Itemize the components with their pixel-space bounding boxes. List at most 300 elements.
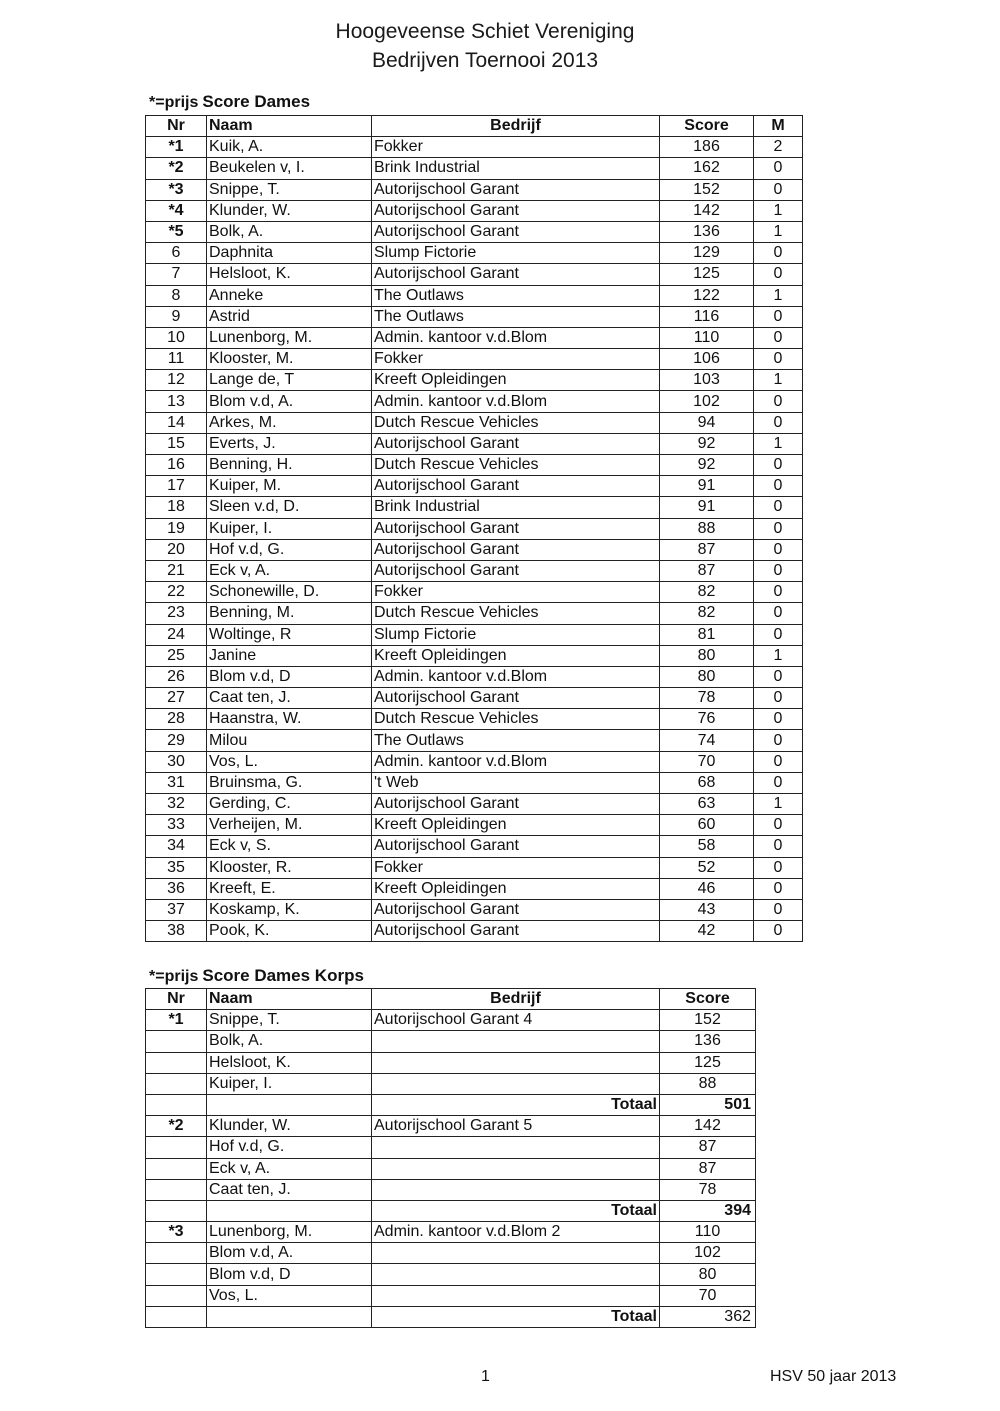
rank-cell: 22: [146, 582, 207, 603]
score-cell: 102: [660, 1243, 756, 1264]
total-row: [146, 1306, 756, 1327]
table-row: [146, 433, 803, 454]
score-cell: 162: [660, 158, 754, 179]
total-label: Totaal: [372, 1200, 660, 1221]
total-value: 501: [660, 1094, 756, 1115]
score-cell: 52: [660, 857, 754, 878]
rank-cell: [146, 1179, 207, 1200]
name-cell: [207, 1306, 372, 1327]
name-cell: Hof v.d, G.: [207, 1137, 372, 1158]
rank-cell: 37: [146, 899, 207, 920]
rank-cell: 30: [146, 751, 207, 772]
score-cell: 82: [660, 582, 754, 603]
company-cell: [372, 1158, 660, 1179]
table-row: [146, 1137, 756, 1158]
rank-cell: 27: [146, 688, 207, 709]
table-row: [146, 1285, 756, 1306]
name-cell: Blom v.d, A.: [207, 1243, 372, 1264]
rank-cell: 26: [146, 666, 207, 687]
company-cell: Dutch Rescue Vehicles: [372, 412, 660, 433]
m-cell: 0: [754, 666, 803, 687]
m-cell: 1: [754, 370, 803, 391]
name-cell: Lange de, T: [207, 370, 372, 391]
score-cell: 70: [660, 1285, 756, 1306]
rank-cell: 31: [146, 772, 207, 793]
company-cell: Dutch Rescue Vehicles: [372, 455, 660, 476]
m-cell: 0: [754, 772, 803, 793]
company-cell: Autorijschool Garant: [372, 264, 660, 285]
rank-cell: 10: [146, 327, 207, 348]
rank-cell: 17: [146, 476, 207, 497]
section-title: Score Dames Korps: [202, 966, 364, 985]
company-cell: The Outlaws: [372, 306, 660, 327]
name-cell: Astrid: [207, 306, 372, 327]
score-cell: 80: [660, 666, 754, 687]
table-row: [146, 709, 803, 730]
m-cell: 0: [754, 158, 803, 179]
table-row: [146, 518, 803, 539]
name-cell: Pook, K.: [207, 921, 372, 942]
m-cell: 0: [754, 518, 803, 539]
prize-legend: *=prijs: [149, 94, 199, 111]
company-cell: [372, 1243, 660, 1264]
table-row: [146, 455, 803, 476]
company-cell: [372, 1264, 660, 1285]
m-cell: 0: [754, 878, 803, 899]
score-cell: 110: [660, 1222, 756, 1243]
table-row: [146, 857, 803, 878]
table-row: [146, 412, 803, 433]
name-cell: [207, 1200, 372, 1221]
table-row: [146, 370, 803, 391]
company-cell: The Outlaws: [372, 730, 660, 751]
name-cell: Bruinsma, G.: [207, 772, 372, 793]
score-cell: 88: [660, 518, 754, 539]
score-cell: 136: [660, 1031, 756, 1052]
name-cell: Lunenborg, M.: [207, 327, 372, 348]
m-cell: 0: [754, 730, 803, 751]
table-row: [146, 560, 803, 581]
name-cell: Benning, M.: [207, 603, 372, 624]
rank-cell: 28: [146, 709, 207, 730]
rank-cell: 21: [146, 560, 207, 581]
table-row: [146, 899, 803, 920]
company-cell: Slump Fictorie: [372, 624, 660, 645]
name-cell: Benning, H.: [207, 455, 372, 476]
name-cell: Kuiper, I.: [207, 1073, 372, 1094]
table-row: [146, 179, 803, 200]
column-header: Bedrijf: [372, 989, 660, 1010]
score-cell: 63: [660, 794, 754, 815]
m-cell: 0: [754, 751, 803, 772]
rank-cell: 32: [146, 794, 207, 815]
company-cell: Admin. kantoor v.d.Blom: [372, 751, 660, 772]
m-cell: 0: [754, 836, 803, 857]
name-cell: Klunder, W.: [207, 200, 372, 221]
rank-cell: [146, 1031, 207, 1052]
company-cell: Autorijschool Garant: [372, 221, 660, 242]
rank-cell: [146, 1073, 207, 1094]
rank-cell: *5: [146, 221, 207, 242]
table-row: [146, 391, 803, 412]
name-cell: Klunder, W.: [207, 1116, 372, 1137]
table-row: [146, 772, 803, 793]
name-cell: Kuiper, I.: [207, 518, 372, 539]
table-row: [146, 836, 803, 857]
rank-cell: [146, 1137, 207, 1158]
table-row: [146, 645, 803, 666]
score-cell: 42: [660, 921, 754, 942]
score-cell: 125: [660, 264, 754, 285]
company-cell: [372, 1137, 660, 1158]
column-header: Naam: [207, 989, 372, 1010]
name-cell: Anneke: [207, 285, 372, 306]
column-header: Nr: [146, 989, 207, 1010]
company-cell: Autorijschool Garant: [372, 200, 660, 221]
total-value: 362: [660, 1306, 756, 1327]
company-cell: [372, 1285, 660, 1306]
company-cell: The Outlaws: [372, 285, 660, 306]
company-cell: Kreeft Opleidingen: [372, 645, 660, 666]
name-cell: Woltinge, R: [207, 624, 372, 645]
rank-cell: 20: [146, 539, 207, 560]
rank-cell: 19: [146, 518, 207, 539]
m-cell: 2: [754, 137, 803, 158]
name-cell: Vos, L.: [207, 751, 372, 772]
rank-cell: *2: [146, 1116, 207, 1137]
name-cell: Eck v, S.: [207, 836, 372, 857]
rank-cell: *3: [146, 179, 207, 200]
name-cell: Koskamp, K.: [207, 899, 372, 920]
m-cell: 0: [754, 857, 803, 878]
rank-cell: 16: [146, 455, 207, 476]
score-cell: 142: [660, 200, 754, 221]
score-cell: 70: [660, 751, 754, 772]
table-row: [146, 815, 803, 836]
name-cell: Schonewille, D.: [207, 582, 372, 603]
rank-cell: 11: [146, 349, 207, 370]
rank-cell: *4: [146, 200, 207, 221]
score-cell: 78: [660, 1179, 756, 1200]
m-cell: 0: [754, 539, 803, 560]
m-cell: 0: [754, 412, 803, 433]
name-cell: Caat ten, J.: [207, 688, 372, 709]
table-row: [146, 264, 803, 285]
name-cell: Arkes, M.: [207, 412, 372, 433]
rank-cell: *1: [146, 137, 207, 158]
score-cell: 88: [660, 1073, 756, 1094]
m-cell: 0: [754, 455, 803, 476]
rank-cell: [146, 1264, 207, 1285]
company-cell: Autorijschool Garant 5: [372, 1116, 660, 1137]
score-cell: 87: [660, 1137, 756, 1158]
name-cell: Helsloot, K.: [207, 1052, 372, 1073]
name-cell: Janine: [207, 645, 372, 666]
table-row: [146, 624, 803, 645]
table-row: [146, 1116, 756, 1137]
m-cell: 0: [754, 349, 803, 370]
company-cell: Admin. kantoor v.d.Blom: [372, 327, 660, 348]
score-cell: 122: [660, 285, 754, 306]
company-cell: Fokker: [372, 857, 660, 878]
name-cell: Milou: [207, 730, 372, 751]
table-row: [146, 497, 803, 518]
score-cell: 87: [660, 1158, 756, 1179]
score-cell: 116: [660, 306, 754, 327]
m-cell: 0: [754, 603, 803, 624]
company-cell: [372, 1179, 660, 1200]
rank-cell: 36: [146, 878, 207, 899]
document-subtitle: Bedrijven Toernooi 2013: [371, 49, 599, 72]
rank-cell: 23: [146, 603, 207, 624]
name-cell: Blom v.d, D: [207, 666, 372, 687]
total-row: [146, 1094, 756, 1115]
name-cell: Daphnita: [207, 243, 372, 264]
column-header: Naam: [207, 116, 372, 137]
m-cell: 1: [754, 794, 803, 815]
m-cell: 0: [754, 476, 803, 497]
rank-cell: 18: [146, 497, 207, 518]
table-row: [146, 730, 803, 751]
score-cell: 46: [660, 878, 754, 899]
m-cell: 0: [754, 306, 803, 327]
score-cell: 82: [660, 603, 754, 624]
company-cell: Brink Industrial: [372, 158, 660, 179]
name-cell: Snippe, T.: [207, 179, 372, 200]
m-cell: 0: [754, 391, 803, 412]
name-cell: [207, 1094, 372, 1115]
company-cell: Autorijschool Garant: [372, 179, 660, 200]
table-row: [146, 285, 803, 306]
table-row: [146, 1052, 756, 1073]
company-cell: [372, 1031, 660, 1052]
company-cell: Autorijschool Garant: [372, 836, 660, 857]
company-cell: Autorijschool Garant: [372, 688, 660, 709]
rank-cell: 29: [146, 730, 207, 751]
total-value: 394: [660, 1200, 756, 1221]
m-cell: 0: [754, 815, 803, 836]
score-cell: 186: [660, 137, 754, 158]
company-cell: Autorijschool Garant: [372, 433, 660, 454]
rank-cell: *1: [146, 1010, 207, 1031]
table-row: [146, 137, 803, 158]
company-cell: Slump Fictorie: [372, 243, 660, 264]
table-row: [146, 878, 803, 899]
rank-cell: 35: [146, 857, 207, 878]
name-cell: Kuiper, M.: [207, 476, 372, 497]
company-cell: Admin. kantoor v.d.Blom: [372, 391, 660, 412]
table-row: [146, 539, 803, 560]
company-cell: Autorijschool Garant: [372, 476, 660, 497]
name-cell: Eck v, A.: [207, 560, 372, 581]
score-cell: 68: [660, 772, 754, 793]
name-cell: Gerding, C.: [207, 794, 372, 815]
score-cell: 87: [660, 539, 754, 560]
name-cell: Sleen v.d, D.: [207, 497, 372, 518]
company-cell: Autorijschool Garant: [372, 518, 660, 539]
score-cell: 78: [660, 688, 754, 709]
score-cell: 92: [660, 455, 754, 476]
m-cell: 0: [754, 327, 803, 348]
company-cell: Admin. kantoor v.d.Blom 2: [372, 1222, 660, 1243]
column-header: Score: [660, 989, 756, 1010]
score-cell: 152: [660, 1010, 756, 1031]
rank-cell: [146, 1306, 207, 1327]
m-cell: 0: [754, 582, 803, 603]
rank-cell: 12: [146, 370, 207, 391]
table-row: [146, 200, 803, 221]
company-cell: Kreeft Opleidingen: [372, 815, 660, 836]
table-row: [146, 666, 803, 687]
table-row: [146, 751, 803, 772]
score-cell: 58: [660, 836, 754, 857]
table-row: [146, 306, 803, 327]
score-cell: 129: [660, 243, 754, 264]
m-cell: 1: [754, 645, 803, 666]
m-cell: 0: [754, 264, 803, 285]
score-cell: 103: [660, 370, 754, 391]
total-label: Totaal: [372, 1306, 660, 1327]
rank-cell: 7: [146, 264, 207, 285]
table-row: [146, 582, 803, 603]
table-row: [146, 476, 803, 497]
name-cell: Blom v.d, D: [207, 1264, 372, 1285]
score-cell: 80: [660, 1264, 756, 1285]
table-row: [146, 243, 803, 264]
name-cell: Snippe, T.: [207, 1010, 372, 1031]
rank-cell: [146, 1052, 207, 1073]
score-cell: 102: [660, 391, 754, 412]
rank-cell: 6: [146, 243, 207, 264]
rank-cell: [146, 1094, 207, 1115]
table-header-row: [146, 116, 803, 137]
rank-cell: 8: [146, 285, 207, 306]
name-cell: Haanstra, W.: [207, 709, 372, 730]
table-row: [146, 1222, 756, 1243]
m-cell: 0: [754, 560, 803, 581]
rank-cell: 9: [146, 306, 207, 327]
company-cell: [372, 1052, 660, 1073]
score-cell: 94: [660, 412, 754, 433]
table-row: [146, 349, 803, 370]
score-cell: 92: [660, 433, 754, 454]
score-cell: 76: [660, 709, 754, 730]
rank-cell: 14: [146, 412, 207, 433]
score-cell: 106: [660, 349, 754, 370]
company-cell: Autorijschool Garant: [372, 539, 660, 560]
footer-note: HSV 50 jaar 2013: [770, 1368, 897, 1385]
company-cell: [372, 1073, 660, 1094]
company-cell: Admin. kantoor v.d.Blom: [372, 666, 660, 687]
rank-cell: [146, 1200, 207, 1221]
rank-cell: 33: [146, 815, 207, 836]
m-cell: 1: [754, 200, 803, 221]
name-cell: Caat ten, J.: [207, 1179, 372, 1200]
company-cell: Dutch Rescue Vehicles: [372, 709, 660, 730]
rank-cell: 13: [146, 391, 207, 412]
m-cell: 0: [754, 624, 803, 645]
score-cell: 136: [660, 221, 754, 242]
name-cell: Everts, J.: [207, 433, 372, 454]
m-cell: 0: [754, 921, 803, 942]
section-heading-score-dames: [149, 92, 310, 112]
rank-cell: *2: [146, 158, 207, 179]
table-row: [146, 327, 803, 348]
score-cell: 60: [660, 815, 754, 836]
section-title: Score Dames: [202, 92, 311, 111]
name-cell: Bolk, A.: [207, 1031, 372, 1052]
m-cell: 0: [754, 243, 803, 264]
company-cell: 't Web: [372, 772, 660, 793]
name-cell: Vos, L.: [207, 1285, 372, 1306]
name-cell: Helsloot, K.: [207, 264, 372, 285]
table-row: [146, 603, 803, 624]
company-cell: Dutch Rescue Vehicles: [372, 603, 660, 624]
name-cell: Bolk, A.: [207, 221, 372, 242]
score-cell: 110: [660, 327, 754, 348]
score-dames-table: [145, 115, 803, 942]
section-heading-score-dames-korps: [149, 966, 364, 986]
name-cell: Blom v.d, A.: [207, 391, 372, 412]
page-number: 1: [481, 1368, 490, 1385]
name-cell: Klooster, M.: [207, 349, 372, 370]
table-row: [146, 688, 803, 709]
document-title: Hoogeveense Schiet Vereniging: [335, 20, 635, 43]
m-cell: 1: [754, 221, 803, 242]
rank-cell: [146, 1285, 207, 1306]
score-cell: 142: [660, 1116, 756, 1137]
table-row: [146, 794, 803, 815]
company-cell: Fokker: [372, 582, 660, 603]
column-header: Score: [660, 116, 754, 137]
company-cell: Kreeft Opleidingen: [372, 878, 660, 899]
company-cell: Fokker: [372, 349, 660, 370]
total-label: Totaal: [372, 1094, 660, 1115]
score-cell: 74: [660, 730, 754, 751]
rank-cell: 34: [146, 836, 207, 857]
table-row: [146, 1179, 756, 1200]
score-cell: 43: [660, 899, 754, 920]
rank-cell: 15: [146, 433, 207, 454]
name-cell: Lunenborg, M.: [207, 1222, 372, 1243]
name-cell: Kuik, A.: [207, 137, 372, 158]
rank-cell: 24: [146, 624, 207, 645]
rank-cell: *3: [146, 1222, 207, 1243]
company-cell: Brink Industrial: [372, 497, 660, 518]
table-row: [146, 1243, 756, 1264]
company-cell: Fokker: [372, 137, 660, 158]
name-cell: Eck v, A.: [207, 1158, 372, 1179]
table-row: [146, 1010, 756, 1031]
total-row: [146, 1200, 756, 1221]
score-cell: 87: [660, 560, 754, 581]
company-cell: Autorijschool Garant: [372, 560, 660, 581]
m-cell: 1: [754, 433, 803, 454]
score-cell: 80: [660, 645, 754, 666]
company-cell: Kreeft Opleidingen: [372, 370, 660, 391]
score-cell: 81: [660, 624, 754, 645]
company-cell: Autorijschool Garant: [372, 899, 660, 920]
score-cell: 125: [660, 1052, 756, 1073]
company-cell: Autorijschool Garant: [372, 921, 660, 942]
rank-cell: 38: [146, 921, 207, 942]
name-cell: Klooster, R.: [207, 857, 372, 878]
m-cell: 0: [754, 497, 803, 518]
m-cell: 1: [754, 285, 803, 306]
score-cell: 91: [660, 476, 754, 497]
table-row: [146, 1264, 756, 1285]
score-cell: 91: [660, 497, 754, 518]
